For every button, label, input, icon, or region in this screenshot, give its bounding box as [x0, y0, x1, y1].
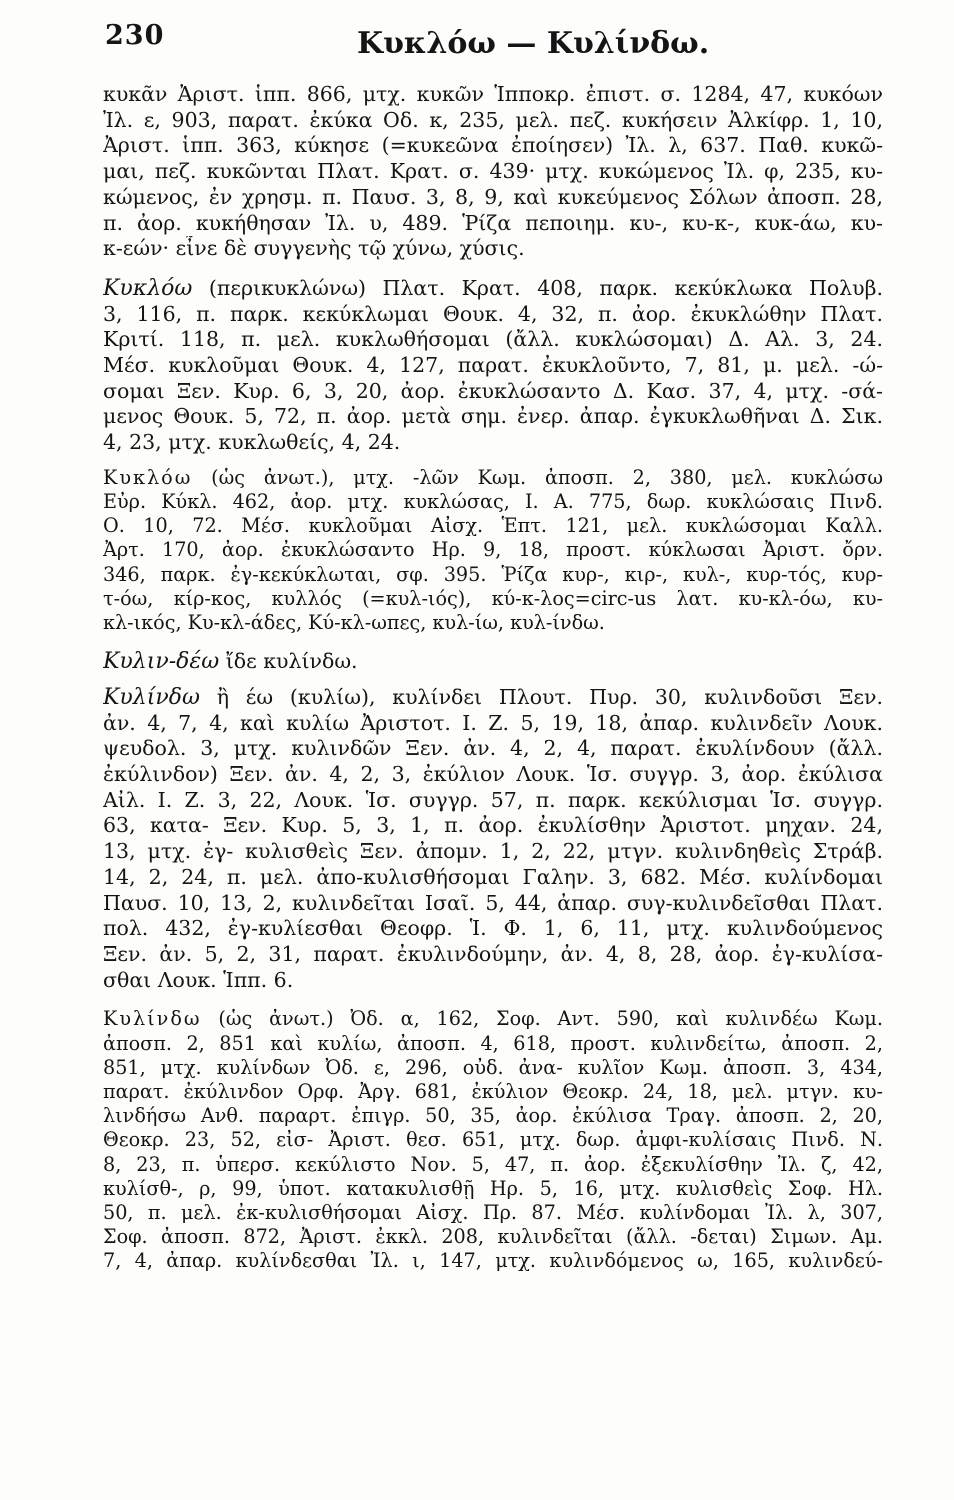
text-line: 851, μτχ. κυλίνδων Ὀδ. ε, 296, οὐδ. ἀνα- κυλῖον Κωμ. ἀποσπ. 3, 434, — [103, 1055, 883, 1079]
text-line: κυλίσθ-, ρ, 99, ὑποτ. κατακυλισθῇ Ηρ. 5, 16, μτχ. κυλισθεὶς Σοφ. Ηλ. — [103, 1176, 883, 1200]
text-line: Ο. 10, 72. Μέσ. κυκλοῦμαι Αἰσχ. Ἑπτ. 121, μελ. κυκλώσομαι Καλλ. — [103, 514, 883, 538]
text-line: μαι, πεζ. κυκῶνται Πλατ. Κρατ. σ. 439· μτχ. κυκώμενος Ἰλ. φ, 235, κυ- — [103, 159, 883, 184]
text-line: Ἀρτ. 170, ἀορ. ἐκυκλώσαντο Ηρ. 9, 18, προστ. κύκλωσαι Ἀριστ. ὄρν. — [103, 538, 883, 562]
entry-first-line — [103, 466, 883, 490]
text-line: 13, μτχ. ἐγ- κυλισθεὶς Ξεν. ἀπομν. 1, 2, 22, μτγν. κυλινδηθεὶς Στράβ. — [103, 839, 883, 864]
entry-lemma: Κυκλόω — [103, 275, 193, 301]
running-head: Κυκλόω — Κυλίνδω. — [357, 26, 710, 61]
text-line: Μέσ. κυκλοῦμαι Θουκ. 4, 127, παρατ. ἐκυκλοῦντο, 7, 81, μ. μελ. -ώ- — [103, 353, 883, 378]
entry-kykloo-prose — [103, 276, 883, 456]
entry-first-line — [103, 685, 883, 711]
entry-first-line — [103, 276, 883, 302]
text-line: π. ἀορ. κυκήθησαν Ἰλ. υ, 489. Ῥίζα πεποιημ. κυ-, κυ-κ-, κυκ-άω, κυ- — [103, 210, 883, 235]
entry-first-line-text: (περικυκλώνω) Πλατ. Κρατ. 408, παρκ. κεκύκλωκα Πολυβ. — [192, 275, 883, 300]
text-line: 4, 23, μτχ. κυκλωθείς, 4, 24. — [103, 430, 401, 455]
entry-kylindo-prose — [103, 685, 883, 993]
entry-first-line — [103, 649, 883, 675]
entry-lemma: Κυλίνδω — [103, 684, 200, 710]
entry-lemma: Κυλιν-δέω — [103, 649, 220, 675]
text-line: Θεοκρ. 23, 52, εἰσ- Ἀριστ. θεσ. 651, μτχ. δωρ. ἀμφι-κυλίσαις Πινδ. Ν. — [103, 1128, 883, 1152]
text-line: ψευδολ. 3, μτχ. κυλινδῶν Ξεν. ἀν. 4, 2, 4, παρατ. ἐκυλίνδουν (ἄλλ. — [103, 736, 883, 761]
entry-kykloo-poetic — [103, 466, 883, 635]
page-number: 230 — [105, 20, 165, 51]
text-line: Παυσ. 10, 13, 2, κυλινδεῖται Ισαῖ. 5, 44, ἀπαρ. συγ-κυλινδεῖσθαι Πλατ. — [103, 890, 883, 915]
text-line: 7, 4, ἀπαρ. κυλίνδεσθαι Ἰλ. ι, 147, μτχ. κυλινδόμενος ω, 165, κυλινδεύ- — [103, 1249, 883, 1273]
text-line: τ-όω, κίρ-κος, κυλλός (=κυλ-ιός), κύ-κ-λος=circ-us λατ. κυ-κλ-όω, κυ- — [103, 586, 883, 610]
text-line: ἀν. 4, 7, 4, καὶ κυλίω Ἀριστοτ. Ι. Ζ. 5, 19, 18, ἀπαρ. κυλινδεῖν Λουκ. — [103, 710, 883, 735]
entry-first-line-text: (ὡς ἀνωτ.) Ὀδ. α, 162, Σοφ. Αντ. 590, καὶ κυλινδέω Κωμ. — [201, 1007, 883, 1031]
entry-kylindeo — [103, 649, 883, 675]
entry-lemma: Κυλίνδω — [103, 1007, 202, 1031]
entry-lemma: Κυκλόω — [103, 465, 193, 489]
text-line: Ξεν. ἀν. 5, 2, 31, παρατ. ἐκυλινδούμην, ἀν. 4, 8, 28, ἀορ. ἐγ-κυλίσα- — [103, 942, 883, 966]
text-line: ἀποσπ. 2, 851 καὶ κυλίω, ἀποσπ. 4, 618, προστ. κυλινδείτω, ἀποσπ. 2, — [103, 1031, 883, 1055]
text-line: μενος Θουκ. 5, 72, π. ἀορ. μετὰ σημ. ἐνερ. ἀπαρ. ἐγκυκλωθῆναι Δ. Σικ. — [103, 404, 883, 429]
text-line: σθαι Λουκ. Ἱππ. 6. — [103, 967, 294, 992]
text-line: κυκᾶν Ἀριστ. ἱππ. 866, μτχ. κυκῶν Ἱπποκρ. ἐπιστ. σ. 1284, 47, κυκόων — [103, 82, 883, 106]
text-line: λινδήσω Ανθ. παραρτ. ἐπιγρ. 50, 35, ἀορ. ἐκύλισα Τραγ. ἀποσπ. 2, 20, — [103, 1104, 883, 1128]
text-line: 50, π. μελ. ἐκ-κυλισθήσομαι Αἰσχ. Πρ. 87. Μέσ. κυλίνδομαι Ἰλ. λ, 307, — [103, 1201, 883, 1225]
text-line: Σοφ. ἀποσπ. 872, Ἀριστ. ἐκκλ. 208, κυλινδεῖται (ἄλλ. -δεται) Σιμων. Αμ. — [103, 1225, 883, 1249]
text-line: Κριτί. 118, π. μελ. κυκλωθήσομαι (ἄλλ. κυκλώσομαι) Δ. Αλ. 3, 24. — [103, 327, 883, 352]
text-line: 8, 23, π. ὑπερσ. κεκύλιστο Νον. 5, 47, π. ἀορ. ἐξεκυλίσθην Ἰλ. ζ, 42, — [103, 1152, 883, 1176]
entry-first-line-text: ἴδε κυλίνδω. — [219, 649, 358, 674]
text-line: 63, κατα- Ξεν. Κυρ. 5, 3, 1, π. ἀορ. ἐκυλίσθην Ἀριστοτ. μηχαν. 24, — [103, 813, 883, 838]
text-line: 346, παρκ. ἐγ-κεκύκλωται, σφ. 395. Ῥίζα κυρ-, κιρ-, κυλ-, κυρ-τός, κυρ- — [103, 562, 883, 586]
text-line: παρατ. ἐκύλινδον Ορφ. Ἀργ. 681, ἐκύλιον Θεοκρ. 24, 18, μελ. μτγν. κυ- — [103, 1080, 883, 1104]
text-line: κλ-ικός, Κυ-κλ-άδες, Κύ-κλ-ωπες, κυλ-ίω, κυλ-ίνδω. — [103, 611, 605, 635]
text-line: 3, 116, π. παρκ. κεκύκλωμαι Θουκ. 4, 32, π. ἀορ. ἐκυκλώθην Πλατ. — [103, 301, 883, 326]
text-line: 14, 2, 24, π. μελ. ἀπο-κυλισθήσομαι Γαλην. 3, 682. Μέσ. κυλίνδομαι — [103, 864, 883, 889]
text-line: Αἰλ. Ι. Ζ. 3, 22, Λουκ. Ἱσ. συγγρ. 57, π. παρκ. κεκύλισμαι Ἱσ. συγγρ. — [103, 787, 883, 812]
entry-first-line — [103, 1007, 883, 1031]
entry-first-line-text: (ὡς ἀνωτ.), μτχ. -λῶν Κωμ. ἀποσπ. 2, 380, μελ. κυκλώσω — [192, 465, 883, 489]
entry-kykao-continued — [103, 82, 883, 262]
text-line: Ἰλ. ε, 903, παρατ. ἐκύκα Οδ. κ, 235, μελ. πεζ. κυκήσειν Ἀλκίφρ. 1, 10, — [103, 107, 883, 132]
text-line: κώμενος, ἐν χρησμ. π. Παυσ. 3, 8, 9, καὶ κυκεύμενος Σόλων ἀποσπ. 28, — [103, 184, 883, 209]
entry-first-line-text: ἢ έω (κυλίω), κυλίνδει Πλουτ. Πυρ. 30, κυλινδοῦσι Ξεν. — [199, 684, 883, 709]
page-header — [105, 20, 885, 70]
text-line: κ-εών· εἶνε δὲ συγγενὴς τῷ χύνω, χύσις. — [103, 236, 525, 261]
text-line: Εὐρ. Κύκλ. 462, ἀορ. μτχ. κυκλώσας, Ι. Α. 775, δωρ. κυκλώσαις Πινδ. — [103, 490, 883, 514]
page-body — [103, 82, 883, 1274]
text-line: σομαι Ξεν. Κυρ. 6, 3, 20, ἀορ. ἐκυκλώσαντο Δ. Κασ. 37, 4, μτχ. -σά- — [103, 378, 883, 403]
entry-kylindo-poetic — [103, 1007, 883, 1273]
text-line: πολ. 432, ἐγ-κυλίεσθαι Θεοφρ. Ἱ. Φ. 1, 6, 11, μτχ. κυλινδούμενος — [103, 916, 883, 941]
text-line: ἐκύλινδον) Ξεν. ἀν. 4, 2, 3, ἐκύλιον Λουκ. Ἱσ. συγγρ. 3, ἀορ. ἐκύλισα — [103, 762, 883, 787]
text-line: Ἀριστ. ἱππ. 363, κύκησε (=κυκεῶνα ἐποίησεν) Ἰλ. λ, 637. Παθ. κυκῶ- — [103, 133, 883, 158]
